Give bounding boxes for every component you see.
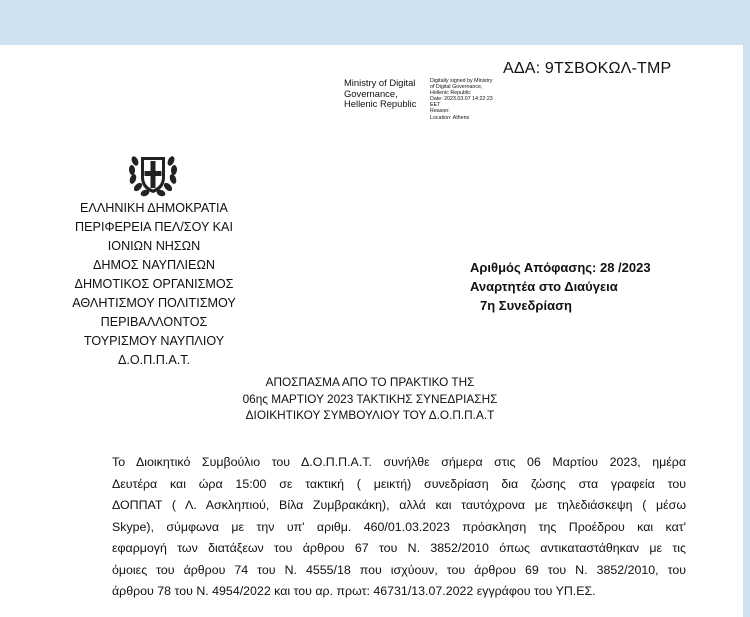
issuer-line: ΙΟΝΙΩΝ ΝΗΣΩΝ xyxy=(107,239,201,253)
issuer-line: ΔΗΜΟΣ ΝΑΥΠΛΙΕΩΝ xyxy=(93,258,215,272)
signature-detail-line: Reason: xyxy=(430,108,450,115)
digital-signature-signer xyxy=(344,78,430,110)
body-line: άρθρου 78 του Ν. 4954/2022 και του αρ. πρωτ: 46731/13.07.2022 εγγράφου του ΥΠ.ΕΣ. xyxy=(112,584,596,598)
body-line: ΔΟΠΠΑΤ ( Λ. Ασκληπιού, Βίλα Ζυμβρακάκη), αλλά και ταυτόχρονα με τηλεδιάσκεψη ( μέσω xyxy=(112,498,686,512)
issuer-block xyxy=(48,199,260,370)
digital-signature-details xyxy=(430,78,520,121)
body-line: όμοιες του άρθρου 74 του Ν. 4555/18 που ισχύουν, του άρθρου 69 του Ν. 3852/2010, του xyxy=(112,562,686,577)
signature-detail-line: Digitally signed by Ministry xyxy=(430,78,493,84)
body-paragraph xyxy=(112,452,686,603)
extract-line: ΔΙΟΙΚΗΤΙΚΟΥ ΣΥΜΒΟΥΛΙΟΥ ΤΟΥ Δ.Ο.Π.Π.Α.Τ xyxy=(245,408,495,422)
issuer-line: ΤΟΥΡΙΣΜΟΥ ΝΑΥΠΛΙΟΥ xyxy=(83,334,225,348)
issuer-line: ΠΕΡΙΒΑΛΛΟΝΤΟΣ xyxy=(100,315,208,329)
signer-line: Governance, xyxy=(344,87,398,99)
decision-info xyxy=(470,258,651,315)
issuer-line: ΠΕΡΙΦΕΡΕΙΑ ΠΕΛ/ΣΟΥ ΚΑΙ xyxy=(75,220,233,234)
decision-number: Αριθμός Απόφασης: 28 /2023 xyxy=(470,260,651,275)
signature-detail-line: EET xyxy=(430,102,441,109)
diavgeia-posting: Αναρτητέα στο Διαύγεια xyxy=(470,279,618,294)
extract-line: ΑΠΟΣΠΑΣΜΑ ΑΠΟ ΤΟ ΠΡΑΚΤΙΚΟ ΤΗΣ xyxy=(265,375,475,389)
extract-heading xyxy=(180,374,560,424)
body-line: Δευτέρα και ώρα 15:00 σε τακτική ( μεικτή) συνεδρίαση δια ζώσης στα γραφεία του xyxy=(112,476,686,491)
issuer-line: ΑΘΛΗΤΙΣΜΟΥ ΠΟΛΙΤΙΣΜΟΥ xyxy=(72,296,236,310)
signature-detail-line: of Digital Governance, xyxy=(430,84,483,91)
signer-line: Ministry of Digital xyxy=(344,77,416,88)
signer-line: Hellenic Republic xyxy=(344,98,417,109)
body-line: Το Διοικητικό Συμβούλιο του Δ.Ο.Π.Π.Α.Τ. συνήλθε σήμερα στις 06 Μαρτίου 2023, ημέρα xyxy=(112,455,686,469)
body-line: Skype), σύμφωνα με την υπ' αριθμ. 460/01.03.2023 πρόσκληση της Προέδρου και κατ' xyxy=(112,519,686,534)
ada-code: ΑΔΑ: 9ΤΣΒΟΚΩΛ-ΤΜΡ xyxy=(503,60,672,77)
issuer-line: ΕΛΛΗΝΙΚΗ ΔΗΜΟΚΡΑΤΙΑ xyxy=(80,201,228,215)
issuer-line: Δ.Ο.Π.Π.Α.Τ. xyxy=(117,353,191,367)
session-number: 7η Συνεδρίαση xyxy=(480,298,572,313)
signature-detail-line: Hellenic Republic xyxy=(430,90,471,97)
greek-coat-of-arms-icon xyxy=(127,151,179,199)
body-line: εφαρμογή των διατάξεων του άρθρου 67 του Ν. 3852/2010 όπως αντικαταστάθηκαν με τις xyxy=(112,541,686,555)
issuer-line: ΔΗΜΟΤΙΚΟΣ ΟΡΓΑΝΙΣΜΟΣ xyxy=(74,277,234,291)
signature-detail-line: Date: 2023.03.07 14:22:23 xyxy=(430,96,493,103)
signature-detail-line: Location: Athens xyxy=(430,114,470,121)
top-banner xyxy=(0,0,750,45)
right-margin-strip xyxy=(743,45,750,617)
extract-line: 06ης ΜΑΡΤΙΟΥ 2023 ΤΑΚΤΙΚΗΣ ΣΥΝΕΔΡΙΑΣΗΣ xyxy=(242,391,498,406)
